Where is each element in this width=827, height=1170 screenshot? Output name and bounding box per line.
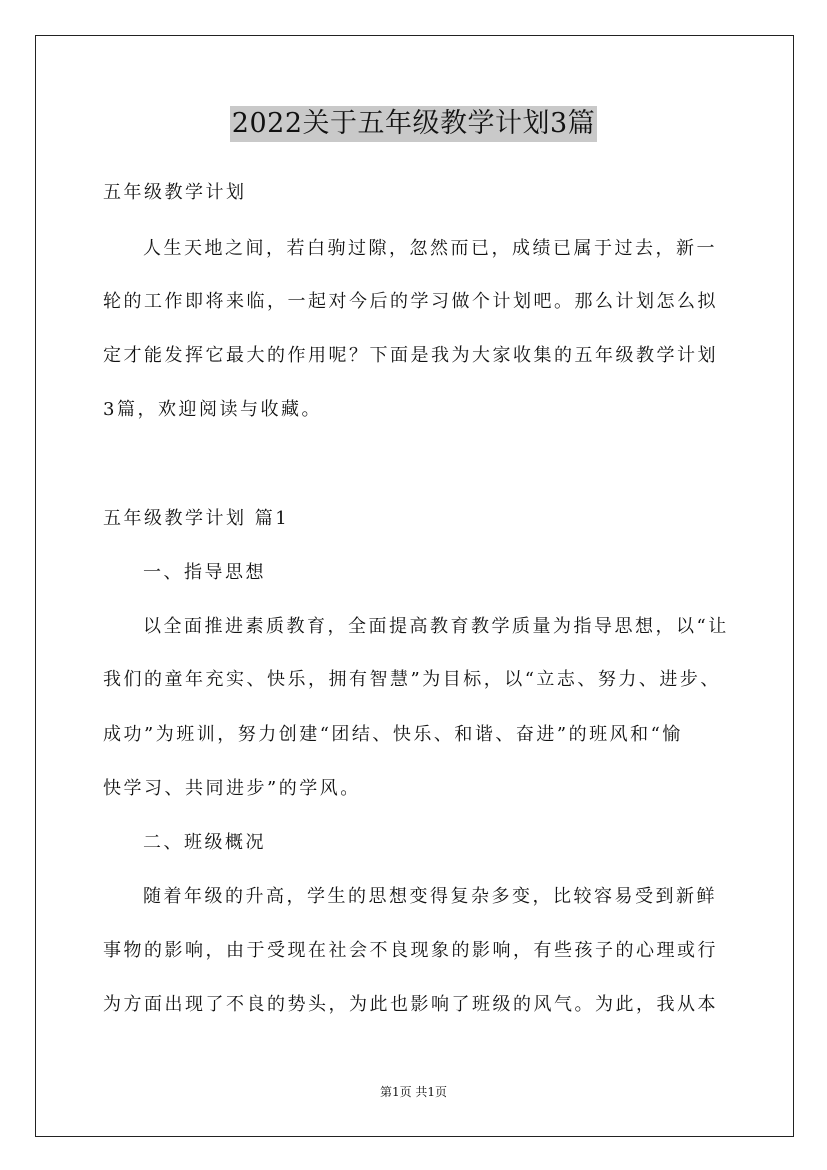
part1-line: 我们的童年充实、快乐，拥有智慧”为目标，以“立志、努力、进步、 [103, 669, 721, 690]
part1-line: 以全面推进素质教育，全面提高教育教学质量为指导思想，以“让 [143, 616, 729, 637]
intro-line: 定才能发挥它最大的作用呢？下面是我为大家收集的五年级教学计划 [103, 345, 718, 366]
part2-line: 随着年级的升高，学生的思想变得复杂多变，比较容易受到新鲜 [143, 886, 717, 907]
intro-line: 轮的工作即将来临，一起对今后的学习做个计划吧。那么计划怎么拟 [103, 291, 718, 312]
document-subtitle: 五年级教学计划 [103, 182, 247, 203]
intro-line: 3篇，欢迎阅读与收藏。 [103, 399, 322, 420]
part1-line: 快学习、共同进步”的学风。 [103, 778, 361, 799]
part1-line: 成功”为班训，努力创建“团结、快乐、和谐、奋进”的班风和“愉 [103, 724, 683, 745]
part1-heading: 一、指导思想 [143, 562, 266, 583]
part2-line: 为方面出现了不良的势头，为此也影响了班级的风气。为此，我从本 [103, 994, 718, 1015]
title-container [0, 106, 827, 142]
document-title: 2022关于五年级教学计划3篇 [230, 106, 597, 142]
page-footer: 第1页 共1页 [379, 1085, 448, 1099]
part2-line: 事物的影响，由于受现在社会不良现象的影响，有些孩子的心理或行 [103, 940, 718, 961]
intro-line: 人生天地之间，若白驹过隙，忽然而已，成绩已属于过去，新一 [143, 238, 717, 259]
part2-heading: 二、班级概况 [143, 832, 266, 853]
section-heading: 五年级教学计划 篇1 [103, 508, 290, 529]
